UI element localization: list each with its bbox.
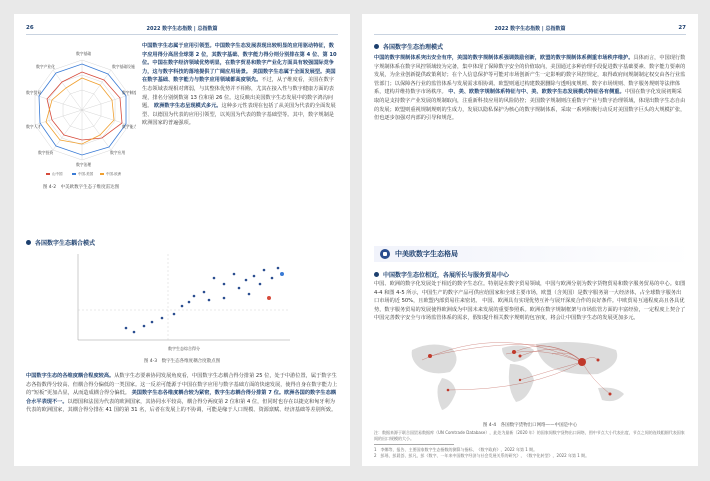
- section-bullet: [374, 42, 443, 51]
- header-title: 2022 数字生态指数 | 总指数篇: [146, 25, 218, 32]
- scatter-point: [259, 283, 262, 286]
- network-node: [609, 393, 612, 396]
- paragraph-bold: 中国数字生态的各维度耦合程度较高。: [26, 373, 115, 379]
- continent-asia: [536, 342, 617, 374]
- paragraph: [374, 54, 686, 123]
- radar-label: 数字产业化: [36, 65, 55, 69]
- section-heading: 中美欧数字生态格局: [395, 250, 458, 258]
- radar-label: 数字能力: [122, 125, 136, 129]
- paragraph-text: 中国、欧洲具有实现优势互补与展开深度合作的良好条件。中欧贸易互通程度高且各具优势，数字服务贸易的发展使得欧洲成为中国未来发展的重要参照系。欧洲在数字规制框架与市场监管方面的丰富经验，一定程度上契合了中国完善数字安全与市场监管体系的需求，假如提升相关数字规则的包容度，将会让中国数字生态的发展更加多元。: [374, 298, 686, 322]
- network-node: [519, 355, 522, 358]
- scatter-point: [193, 295, 196, 298]
- radar-series-europe: [46, 78, 114, 144]
- section-header: [374, 246, 692, 262]
- continent-africa: [509, 364, 534, 402]
- paragraph: [374, 280, 686, 323]
- paragraph-bold: 中国数字生态属于应用引领型。中国数字生态发展表现出较明显的应用驱动特征，数字应用得分高居全球第 2 位，其数字基础、数字能力得分则分别排在第 4 位、第 10 位。中国在数字经济领域优势明显，在数字贸易和数字产业化方面具有较强国际竞争力，这与数字科技的落地提供了广阔应用场景。: [142, 43, 337, 75]
- figure-note-text: 注：数据来源于联合国贸易数据库（UN Comtrade Database），此处为最新（2020 年）的国家间数字货物出口网络，图中节点大小代表出度，节点之间的连线粗细代表国家间的出口规模的大小。: [374, 430, 685, 441]
- scatter-point: [133, 331, 136, 334]
- continent-south-america: [438, 378, 457, 410]
- radar-label: 数字制度: [122, 91, 136, 95]
- paragraph-bold: 美国数字生态属于全面发展型。美国在数字基础、数字能力与数字应用领域都高度领先。: [142, 68, 336, 84]
- paragraph-text: 中国、欧洲的数字化发展处于相近的数字生态位。特别是在数字贸易领域，中国与欧洲分别为数字货物贸易和数字服务贸易的中心。如图 4-4 和图 4-5 所示，中国生产的数字产品可供应给国家和全球主要市场，欧盟（含英国）是数字服务第一大经济体，占全球数字服务出口市场的近 50%，且欧盟内部贸易往来密切。: [374, 281, 686, 305]
- scatter-point: [248, 293, 251, 296]
- paragraph-text: 中国在数字化发展初期采取的是支持数字产业发展的规制取向，注重新科技应用的风险防控；美国数字规制则注重数字产业与数字治理领域，体现出数字生态自由的发展；欧盟则重视规制规则的生成力，发展以隐私保护为核心的数字规制体系，采取一系列积极行动反对美国数字巨头的大规模扩张，但也逐步加强对内部的引导和规范。: [374, 89, 686, 122]
- scatter-point: [188, 301, 191, 304]
- radar-label: 数字应用: [110, 151, 126, 155]
- fig-caption: 图 4-2 中美欧数字生态子维度雷达图: [42, 185, 120, 190]
- bullet-icon: [374, 272, 379, 277]
- scatter-point: [253, 275, 256, 278]
- right-page: [362, 14, 698, 466]
- scatter-point: [143, 325, 146, 328]
- scatter-point: [223, 297, 226, 300]
- radar-label: 数字治理: [76, 163, 92, 167]
- header-title: 2022 数字生态指数 | 总指数篇: [494, 25, 566, 32]
- scatter-point-china: [267, 296, 271, 300]
- paragraph-bold: 中、美、欧数字规制体系特征与中、美、欧数字生态发展模式特征各有侧重。: [448, 89, 625, 96]
- radar-series-china: [47, 72, 122, 140]
- paragraph-text: 从数字生态要素协同发展角度看，中国数字生态耦合得分排第 25 位，处于中游位置，属于数字生态各指数得分较高、但耦合得分偏低的一类国家。这一反差可能源于中国在数字应用与数字基础方面的快速发展，使得自身在数字能力上的“短板”更加凸显，从而造成耦合得分偏低。: [26, 373, 338, 397]
- right-page-header: [374, 22, 686, 35]
- scatter-point: [151, 321, 154, 324]
- paragraph: [26, 372, 338, 415]
- paragraph: [142, 42, 338, 128]
- paragraph-bold: 美国数字生态各维度耦合较为紧密，数字生态耦合得分排第 7 位。欧洲各国的数字生态耦合水平表现不一。: [26, 390, 336, 405]
- page-number: 27: [678, 25, 686, 31]
- radar-label: 数字基础设施: [112, 65, 135, 69]
- paragraph-bold: 中国的数字规制体系突出安全有序，美国的数字规制体系强调鼓励创新，欧盟的数字规制体系侧重市场秩序维护。: [374, 55, 634, 61]
- network-node: [447, 389, 450, 392]
- scatter-point: [213, 277, 216, 280]
- scatter-xlabel: 数字生态综合得分: [168, 346, 200, 351]
- section-icon: [380, 249, 390, 259]
- radar-label: 数字基础: [76, 52, 92, 56]
- radar-chart: [26, 42, 136, 180]
- scatter-point: [223, 283, 226, 286]
- radar-label: 数字贸易: [26, 91, 42, 95]
- fig-caption: 图 4-3 数字生态各维度耦合度散点图: [143, 359, 221, 364]
- bullet-icon: [26, 240, 31, 245]
- radar-label: 数字人才: [26, 125, 42, 129]
- section-bullet: [374, 270, 509, 279]
- bullet-icon: [374, 44, 379, 49]
- scatter-point: [161, 317, 164, 320]
- radar-legend-china: 山中国: [52, 172, 63, 176]
- paragraph-bold: 欧洲数字生态呈现模式多元。: [154, 103, 222, 110]
- figure-note: [374, 430, 686, 459]
- radar-figure: [26, 42, 136, 192]
- paragraph-text: 不过，从子维度看，美国在数字生态领域表现相对薄弱，与其整体优势并不相称，尤其在接入性与数字健康方面的表现，排名分别倒数第 13 位和第 26 位。这反映出美国数字生态发展中的数字鸿沟问题。: [142, 77, 334, 110]
- radar-legend-usa: 中国-美国: [78, 172, 94, 176]
- scatter-figure: [64, 248, 300, 364]
- paragraph-text: 这种多元性表现在包括了从美国为代表的全面发展型、以德国为代表的应用引领型，以英国为代表的数字基础型等。其中，数字规制是欧洲国家的普遍强项。: [142, 103, 336, 127]
- section-title: 各国数字生态治理模式: [383, 44, 444, 51]
- footnote-divider: [374, 444, 454, 445]
- section-title: 中国数字生态位相近，各展所长与服务贸易中心: [383, 272, 510, 279]
- scatter-point: [173, 313, 176, 316]
- left-page-header: [26, 22, 338, 35]
- scatter-point: [245, 279, 248, 282]
- scatter-point: [263, 269, 266, 272]
- scatter-point: [238, 287, 241, 290]
- radar-label: 数字投资: [38, 151, 54, 155]
- paragraph-text: 具体而言，中国现行数字规制体系在数字风控领域较为完备，集中体现了保障数字安全的价值取向，美国通过多种治理手段促进数字基础要素、数字能力要素的发展，为企业创新提供政策利好；在个人信息保护等可能对市场创新产生一定影响的数字风控规定，取得政府间规制制定权交由各行业监管部门；以保障各行业的监管体系与发展需求相协调。欧盟则通过构建数据删除与透明度规则、数字市场规则、数字服务规则等法律体系，建构并维持数字市场秩序。: [374, 55, 686, 96]
- section-bullet: [26, 238, 95, 247]
- footnote: 2 彭瑶、彭晨荟、彭凡，彭《数字、一年来中国数字经济与社会发展关系的研究》，《数字化转型》，2022 年第 1 期。: [374, 452, 590, 458]
- continent-north-america: [412, 344, 457, 373]
- scatter-point: [233, 273, 236, 276]
- scatter-point: [271, 277, 274, 280]
- scatter-point: [203, 291, 206, 294]
- left-page: [14, 14, 350, 466]
- network-map-figure: [402, 330, 658, 426]
- paragraph-text: 以德国和法国为代表的欧洲国家，其协同水平较高，耦合得分两度第 2 位和第 4 位，但同时也存在以捷克和匈牙利为代表的欧洲国家，其耦合得分排在 41 国的第 31 名，后者在发展上的不协调，可能是缘于人口规模、资源禀赋、经济基础等差别所致。: [26, 398, 337, 414]
- section-title: 各国数字生态耦合模式: [35, 240, 96, 247]
- scatter-point: [208, 299, 211, 302]
- network-node-china: [578, 358, 586, 366]
- network-node: [512, 350, 516, 354]
- scatter-point-usa: [280, 272, 284, 276]
- scatter-point: [125, 327, 128, 330]
- fig-caption: 图 4-4 各国数字货物出口网络——中国是中心: [482, 423, 578, 428]
- footnote: 1 李娜等，报告、主要国家数字生态指数的测算与指标、《数字政府》，2022 年第 1 期。: [374, 446, 538, 452]
- network-node: [597, 359, 600, 362]
- page-number: 26: [26, 25, 34, 31]
- world-map: [402, 330, 658, 418]
- scatter-point: [277, 267, 280, 270]
- network-node: [519, 379, 521, 381]
- radar-legend-europe: 中国-欧洲: [106, 172, 122, 176]
- network-node: [428, 354, 432, 358]
- scatter-point: [181, 305, 184, 308]
- scatter-chart: [64, 248, 300, 354]
